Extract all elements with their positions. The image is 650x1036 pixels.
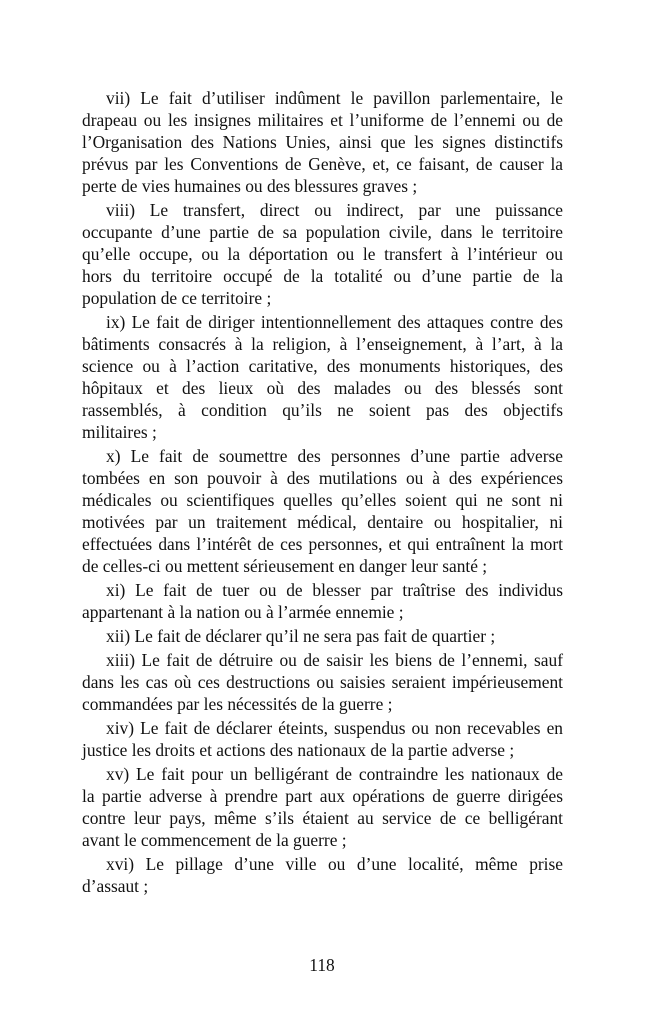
text-line: rassemblés, à condition qu’ils ne soient pas des objectifs [82,400,563,420]
text-line: xiii) Le fait de détruire ou de saisir les biens de l’ennemi, sauf [106,650,563,670]
text-line: population de ce territoire ; [82,288,272,308]
text-line: science ou à l’action caritative, des monuments historiques, des [82,356,563,376]
text-line: ix) Le fait de diriger intentionnellement des attaques contre des [106,312,563,332]
text-line: l’Organisation des Nations Unies, ainsi que les signes distinctifs [82,132,563,152]
text-line: avant le commencement de la guerre ; [82,830,347,850]
text-line: tombées en son pouvoir à des mutilations ou à des expériences [82,468,563,488]
text-line: la partie adverse à prendre part aux opérations de guerre dirigées [82,786,563,806]
text-line: commandées par les nécessités de la guerre ; [82,694,393,714]
text-line: appartenant à la nation ou à l’armée ennemie ; [82,602,404,622]
text-line: d’assaut ; [82,876,149,896]
text-line: occupante d’une partie de sa population civile, dans le territoire [82,222,563,242]
text-line: effectuées dans l’intérêt de ces personnes, et qui entraînent la mort [82,534,563,554]
text-line: xi) Le fait de tuer ou de blesser par traîtrise des individus [106,580,563,600]
paragraph [82,853,563,897]
text-line: qu’elle occupe, ou la déportation ou le transfert à l’intérieur ou [82,244,563,264]
paragraph [82,87,563,197]
text-line: drapeau ou les insignes militaires et l’uniforme de l’ennemi ou de [82,110,563,130]
paragraph [82,625,563,647]
text-line: viii) Le transfert, direct ou indirect, par une puissance [106,200,563,220]
text-line: xv) Le fait pour un belligérant de contraindre les nationaux de [106,764,563,784]
paragraph [82,311,563,443]
paragraph [82,199,563,309]
text-line: perte de vies humaines ou des blessures graves ; [82,176,418,196]
text-line: dans les cas où ces destructions ou saisies seraient impérieusement [82,672,563,692]
paragraph [82,579,563,623]
text-line: justice les droits et actions des nationaux de la partie adverse ; [82,740,515,760]
text-line: xiv) Le fait de déclarer éteints, suspendus ou non recevables en [106,718,563,738]
text-line: xvi) Le pillage d’une ville ou d’une localité, même prise [106,854,563,874]
text-line: xii) Le fait de déclarer qu’il ne sera pas fait de quartier ; [106,626,496,646]
text-line: hors du territoire occupé de la totalité ou d’une partie de la [82,266,563,286]
text-line: militaires ; [82,422,157,442]
text-line: vii) Le fait d’utiliser indûment le pavillon parlementaire, le [106,88,563,108]
paragraph [82,649,563,715]
text-line: médicales ou scientifiques quelles qu’elles soient qui ne sont ni [82,490,563,510]
paragraph [82,763,563,851]
document-body [82,87,563,899]
text-line: x) Le fait de soumettre des personnes d’une partie adverse [106,446,563,466]
page-number: 118 [309,955,335,975]
text-line: prévus par les Conventions de Genève, et, ce faisant, de causer la [82,154,563,174]
text-line: hôpitaux et des lieux où des malades ou des blessés sont [82,378,563,398]
text-line: de celles-ci ou mettent sérieusement en danger leur santé ; [82,556,488,576]
text-line: contre leur pays, même s’ils étaient au service de ce belligérant [82,808,563,828]
text-line: bâtiments consacrés à la religion, à l’enseignement, à l’art, à la [82,334,563,354]
paragraph [82,445,563,577]
text-line: motivées par un traitement médical, dentaire ou hospitalier, ni [82,512,563,532]
paragraph [82,717,563,761]
